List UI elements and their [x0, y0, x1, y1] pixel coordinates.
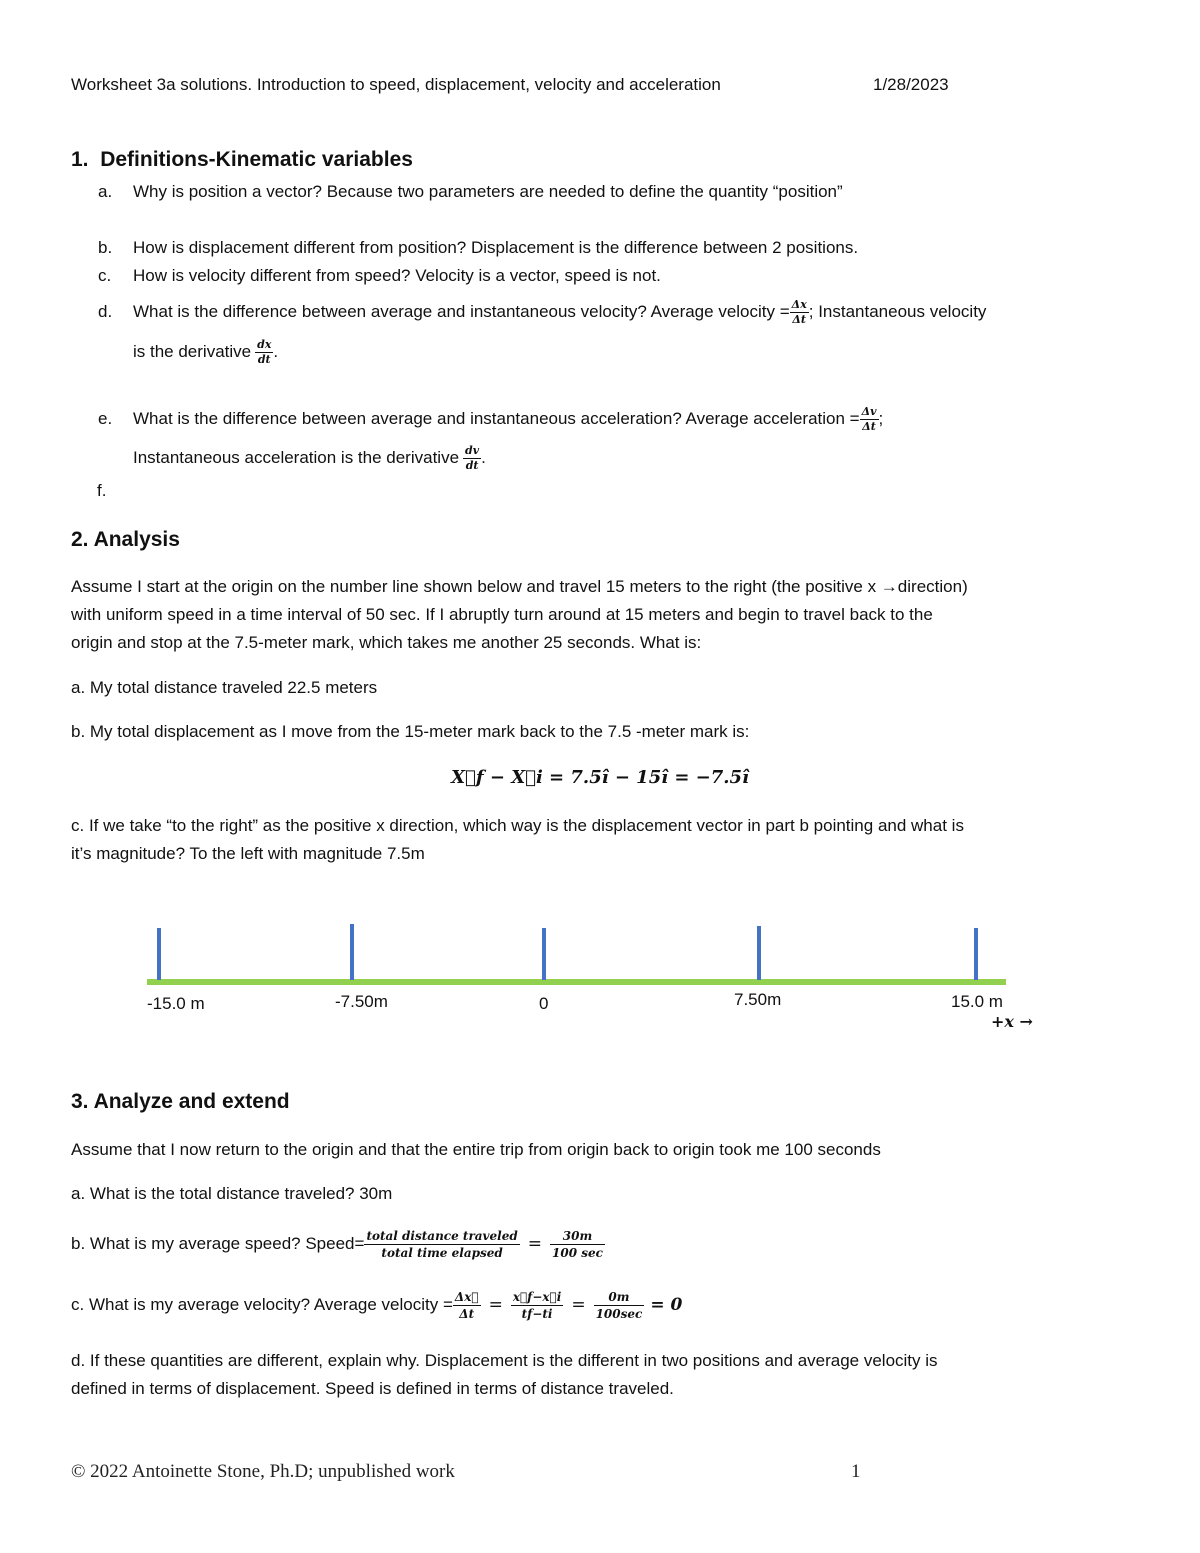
- section3-b: [71, 1222, 605, 1266]
- avg-velocity-fraction: $\frac{\Delta x}{\Delta t}$: [791, 297, 807, 326]
- tick-label-plus-7-5: 7.50m: [734, 990, 782, 1009]
- tick-label-plus-15: 15.0 m: [951, 992, 1003, 1011]
- item-1b-label: b.: [98, 238, 113, 257]
- tick-label-minus-15: -15.0 m: [147, 994, 205, 1013]
- section3-b-equals: =: [527, 1234, 542, 1254]
- number-line-diagram: [0, 900, 1200, 1040]
- item-1a-text: Why is position a vector? Because two parameters are needed to define the quantity “position”: [133, 182, 843, 201]
- item-1a-label: a.: [98, 182, 113, 201]
- section3-d-line2: defined in terms of displacement. Speed is defined in terms of distance traveled.: [71, 1379, 674, 1398]
- item-1e-text3: Instantaneous acceleration is the derivative: [133, 448, 460, 467]
- avg-speed-value-fraction: $\frac{30m}{100 \sec}$: [552, 1228, 603, 1260]
- section2-intro-line3: origin and stop at the 7.5-meter mark, which takes me another 25 seconds. What is:: [71, 633, 702, 652]
- item-1d-label: d.: [98, 302, 113, 321]
- document-date: 1/28/2023: [873, 75, 949, 94]
- avg-speed-fraction: $\frac{\text{total distance traveled}}{\text{total time elapsed}}$: [366, 1228, 518, 1260]
- avg-velocity-def-fraction: $\frac{\Delta x⃗}{\Delta t}$: [454, 1289, 479, 1321]
- section3-intro: Assume that I now return to the origin and that the entire trip from origin back to origin took me 100 seconds: [71, 1140, 881, 1159]
- item-1b-text: How is displacement different from position? Displacement is the difference between 2 positions.: [133, 238, 859, 257]
- section2-intro-line1: Assume I start at the origin on the number line shown below and travel 15 meters to the right (the positive x →direction): [71, 577, 968, 596]
- displacement-equation: X⃗f − X⃗i = 7.5î − 15î = −7.5î: [451, 767, 749, 788]
- position-difference-fraction: $\frac{x⃗f-x⃗i}{tf-ti}$: [512, 1289, 562, 1321]
- section3-d-line1: d. If these quantities are different, explain why. Displacement is the different in two positions and average velocity is: [71, 1351, 938, 1370]
- item-1e-text1: What is the difference between average and instantaneous acceleration? Average acceleration =: [133, 409, 860, 428]
- inst-velocity-fraction: $\frac{dx}{dt}$: [257, 337, 272, 366]
- item-1e-text2: ;: [878, 409, 884, 428]
- inst-acceleration-fraction: $\frac{dv}{dt}$: [465, 443, 480, 472]
- footer-page-number: 1: [851, 1461, 861, 1482]
- item-1e-line1: [133, 397, 883, 441]
- item-1e-text4: .: [481, 448, 486, 467]
- footer-copyright: © 2022 Antoinette Stone, Ph.D; unpublished work: [71, 1461, 455, 1482]
- section3-c-text: c. What is my average velocity? Average velocity =: [71, 1295, 453, 1314]
- section3-c-result: = 0: [650, 1295, 683, 1315]
- tick-label-minus-7-5: -7.50m: [335, 992, 388, 1011]
- item-1c-text: How is velocity different from speed? Velocity is a vector, speed is not.: [133, 266, 661, 285]
- item-1f-label: f.: [97, 481, 107, 500]
- section3-a: a. What is the total distance traveled? 30m: [71, 1184, 393, 1203]
- axis-direction-label: +x →: [991, 1012, 1033, 1031]
- avg-velocity-value-fraction: $\frac{0m}{100\sec}$: [595, 1289, 643, 1321]
- item-1d-line1: [133, 290, 986, 334]
- tick-label-zero: 0: [539, 994, 549, 1013]
- section1-title: Definitions-Kinematic variables: [100, 148, 413, 171]
- section1-heading: [71, 146, 413, 174]
- item-1c-label: c.: [98, 266, 112, 285]
- section3-title: 3. Analyze and extend: [71, 1090, 290, 1113]
- item-1d-text2: ; Instantaneous velocity: [808, 302, 987, 321]
- section1-number: 1.: [71, 148, 89, 171]
- section2-b: b. My total displacement as I move from the 15-meter mark back to the 7.5 -meter mark is:: [71, 722, 750, 741]
- section2-c-line1: c. If we take “to the right” as the positive x direction, which way is the displacement vector in part b pointing and what is: [71, 816, 964, 835]
- item-1e-label: e.: [98, 409, 113, 428]
- section3-c-equals-1: =: [488, 1295, 503, 1315]
- item-1d-text4: .: [273, 342, 279, 361]
- section2-c-line2: it’s magnitude? To the left with magnitude 7.5m: [71, 844, 425, 863]
- item-1e-line2: [133, 436, 486, 480]
- section3-b-text: b. What is my average speed? Speed=: [71, 1234, 365, 1253]
- avg-acceleration-fraction: $\frac{\Delta v}{\Delta t}$: [861, 404, 877, 433]
- item-1d-text3: is the derivative: [133, 342, 252, 361]
- section2-title: 2. Analysis: [71, 528, 180, 551]
- item-1d-text1: What is the difference between average and instantaneous velocity? Average velocity =: [133, 302, 790, 321]
- section3-c-equals-2: =: [571, 1295, 586, 1315]
- section2-a: a. My total distance traveled 22.5 meters: [71, 678, 378, 697]
- section2-intro-line2: with uniform speed in a time interval of 50 sec. If I abruptly turn around at 15 meters and begin to travel back to the: [71, 605, 933, 624]
- item-1d-line2: [133, 330, 278, 374]
- document-title: Worksheet 3a solutions. Introduction to speed, displacement, velocity and acceleration: [71, 75, 721, 94]
- section3-c: [71, 1282, 682, 1328]
